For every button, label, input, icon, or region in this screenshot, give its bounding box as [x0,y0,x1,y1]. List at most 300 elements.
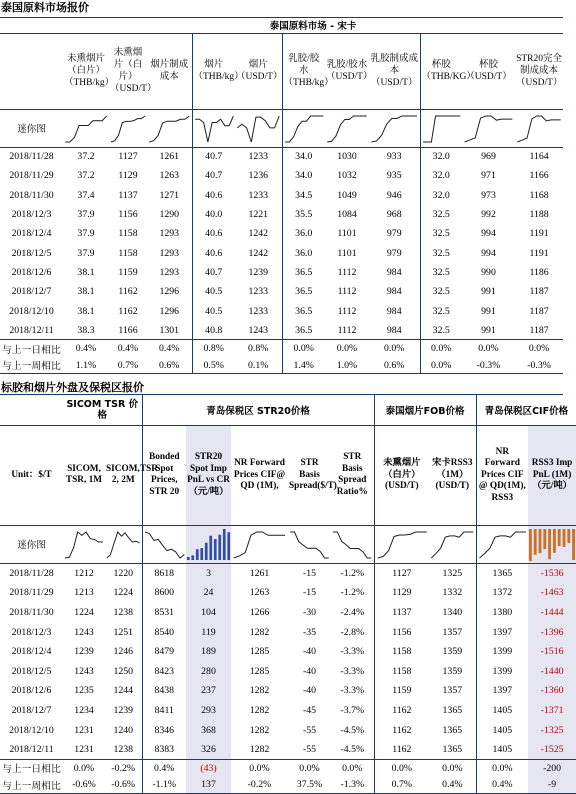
comparison-cell: 1.4% [282,357,325,374]
table-row [0,563,576,583]
table-cell: 1359 [442,665,463,677]
table-cell: 1263 [249,587,270,599]
table-cell: 1162 [374,740,429,760]
table-cell: -3.3% [340,665,365,677]
table-cell: 1233 [248,151,269,163]
sparkline [283,110,326,146]
thai-raw-material-table [0,18,563,374]
table-cell: 969 [481,151,496,163]
table-cell: 32.0 [420,147,462,166]
table-cell: 992 [481,209,496,221]
table-cell: 8438 [142,681,186,701]
spark-line [377,532,426,558]
spark-bar [563,529,566,547]
col-header: SICOM,TSR 2, 2M [105,425,142,525]
table1-band: 泰国原料市场 - 宋卡 [63,18,563,33]
comparison-cell: -0.2% [231,776,288,793]
spark-bar [227,533,230,561]
table-row [0,301,563,320]
table-row [0,720,576,740]
col-header: SICOM, TSR, 1M [63,425,105,525]
comparison-cell: -0.6% [63,776,105,793]
col-header: NR Forward Prices CIF @ QD(1M), RSS3 [476,425,528,525]
table-cell: -40 [302,685,317,697]
spark-bar [558,529,561,546]
table-cell: 36.5 [282,321,325,340]
table-cell: 1221 [248,209,269,221]
table-cell: 8411 [142,701,186,721]
table-cell: 1084 [337,209,357,221]
band-qingdao-str20: 青岛保税区 STR20价格 [142,395,374,425]
sparkline [462,110,515,146]
row-date: 2018/12/4 [11,228,52,240]
comparison-cell: -0.3% [515,357,563,374]
table-cell: 1282 [249,704,270,716]
comparison-cell: 0.0% [369,340,420,357]
table-cell: -4.5% [340,743,365,755]
spark-bar [187,557,190,560]
table-cell: 1365 [476,563,528,583]
comparison-cell: (43) [186,759,231,776]
sparkline-cell [476,525,528,563]
table-cell: 32.5 [420,301,462,320]
table-cell: 1156 [118,209,138,221]
table-cell: 32.5 [420,205,462,224]
table-cell: 32.5 [420,282,462,301]
spark-bar [539,529,542,553]
table-row [0,166,563,185]
row-date: 2018/12/5 [11,247,52,259]
table-cell: 1243 [74,665,94,677]
row-date: 2018/12/5 [11,665,52,677]
table-cell: 1250 [113,665,134,677]
col-header: Bonded Spot Prices, STR 20 [142,425,186,525]
comparison-cell: 137 [186,776,231,793]
spark-line [149,116,189,142]
table-cell: 1234 [74,704,94,716]
table-cell: 1340 [442,606,463,618]
sparkline [231,526,288,562]
table-cell: 990 [481,266,496,278]
row-date: 2018/11/29 [9,587,54,599]
comparison-cell: 0.0% [325,340,369,357]
table-cell: 1242 [248,228,269,240]
table-cell: 1127 [118,151,138,163]
spark-bar [572,529,575,560]
comparison-label: 与上一周相比 [0,357,63,374]
row-date: 2018/12/11 [9,743,54,755]
col-header: STR20完全制成成本（USD/T） [515,33,563,109]
spark-line [65,116,106,142]
table-cell: 280 [186,661,231,681]
sparkline-cell [105,525,142,563]
row-date: 2018/12/7 [11,286,52,298]
table-cell: 1137 [118,189,138,201]
table-cell: 1282 [249,685,270,697]
table-cell: 36.5 [282,282,325,301]
table-cell: -30 [302,606,317,618]
table-cell: 1296 [159,305,180,317]
col-header: 未熏烟片（白片）（THB/kg） [63,33,109,109]
sparkline-cell [231,525,288,563]
table-cell: 1285 [249,665,270,677]
table-cell: 32.5 [420,243,462,262]
table-cell: 1162 [374,720,429,740]
spark-line [285,116,323,142]
table-cell: -1325 [528,720,576,740]
row-date: 2018/12/4 [11,646,52,658]
table-cell: 1236 [248,170,269,182]
comparison-cell: 0.7% [109,357,147,374]
comparison-cell: 0.4% [109,340,147,357]
table-cell: 8600 [142,583,186,603]
table-cell: 32.0 [420,166,462,185]
table-cell: 8618 [142,563,186,583]
table-cell: 1266 [249,606,270,618]
table-cell: 1233 [248,189,269,201]
spark-line [431,532,473,558]
table-cell: 1224 [113,587,134,599]
table-cell: 1397 [476,622,528,642]
comparison-cell: 1.1% [63,357,109,374]
table-cell: 32.5 [420,224,462,243]
table-cell: 1159 [374,681,429,701]
table-cell: 984 [386,266,402,278]
table-cell: 1127 [374,563,429,583]
table-cell: 994 [481,228,496,240]
table-cell: 8531 [142,603,186,623]
spark-line [423,116,460,142]
table-cell: 1244 [113,685,134,697]
sparkline [105,526,142,562]
table-cell: 35.5 [282,205,325,224]
table-row [0,622,576,642]
table-cell: 3 [186,563,231,583]
table-cell: 32.0 [420,186,462,205]
sparkline [63,526,105,562]
comparison-cell: 1.0% [325,357,369,374]
table-cell: 40.0 [192,205,235,224]
row-date: 2018/12/6 [11,685,52,697]
table-cell: 37.2 [77,170,95,182]
col-header: NR Forward Prices CIF@ QD (1M), [231,425,288,525]
spark-bar [553,529,556,553]
row-date: 2018/12/10 [9,305,54,317]
table-cell: -1.2% [340,568,365,580]
table-cell: 40.6 [192,224,235,243]
spark-line [107,532,140,558]
table-cell: 8540 [142,622,186,642]
table-row [0,147,563,166]
table-cell: -1463 [528,583,576,603]
table-cell: 40.8 [192,321,235,340]
table-row [0,681,576,701]
spark-bar [529,529,532,561]
table-row [0,740,576,760]
spark-line [479,532,525,558]
table-cell: 326 [186,740,231,760]
table-cell: 1243 [248,324,269,336]
table-cell: 40.7 [192,166,235,185]
table-cell: 8383 [142,740,186,760]
table-cell: 1239 [248,266,269,278]
band-thai-rss-fob: 泰国烟片FOB价格 [374,395,476,425]
table-cell: 34.5 [282,186,325,205]
table-cell: 946 [386,189,402,201]
band-sicom: SICOM TSR 价格 [63,395,142,425]
table-cell: -3.3% [340,685,365,697]
table-cell: -1440 [528,661,576,681]
spark-line [465,116,513,142]
table-cell: -15 [302,587,317,599]
sparkline [288,526,331,562]
spark-line [333,532,371,558]
table-cell: 1359 [442,646,463,658]
table-cell: 293 [186,701,231,721]
table-cell: 1191 [529,228,549,240]
table-row [0,583,576,603]
table-cell: 1271 [159,189,180,201]
comparison-row [0,357,563,374]
table-row [0,642,576,662]
table-cell: 1296 [159,286,180,298]
table-cell: 37.9 [77,209,95,221]
col-header: 烟片制成成本 [147,33,192,109]
table-cell: 1293 [159,247,180,259]
table-cell: 1285 [249,646,270,658]
table-cell: 38.1 [77,286,95,298]
bonded-zone-price-table [0,395,576,793]
table2-title: 标胶和烟片外盘及保税区报价 [0,380,563,395]
table-cell: 1168 [529,189,549,201]
table-row [0,186,563,205]
table-cell: 1357 [442,626,463,638]
table-cell: 1112 [337,266,357,278]
sparkline [421,110,463,146]
sparkline [369,110,420,146]
table-cell: 8346 [142,720,186,740]
table-cell: 1158 [118,247,138,259]
table-cell: 991 [481,305,496,317]
table-cell: 1187 [529,305,549,317]
spark-line [237,116,279,142]
table-cell: -2.8% [340,626,365,638]
spark-bar [534,529,537,555]
sparkline [186,526,231,562]
comparison-cell: -1.1% [142,776,186,793]
table-row [0,282,563,301]
sparkline-cell [147,109,192,147]
comparison-label: 与上一日相比 [0,759,63,776]
table-cell: 1162 [374,701,429,721]
comparison-cell: 0.0% [331,759,374,776]
table-cell: 1112 [337,286,357,298]
table-cell: -1360 [528,681,576,701]
table-cell: -1516 [528,642,576,662]
table-cell: -3.7% [340,704,365,716]
comparison-cell: -0.3% [462,357,515,374]
comparison-cell: 0.0% [429,759,476,776]
table-cell: 40.7 [192,147,235,166]
table-cell: 189 [186,642,231,662]
table-cell: 1164 [529,151,549,163]
unit-label: Unit：$/T [0,425,63,525]
table-cell: 1101 [337,228,357,240]
table-cell: 1239 [74,646,94,658]
table-cell: 1293 [159,228,180,240]
spark-line [234,532,285,558]
comparison-label: 与上一周相比 [0,776,63,793]
table-cell: 368 [186,720,231,740]
table-cell: 1282 [249,724,270,736]
table-cell: 38.1 [77,266,95,278]
spark-bar [543,529,546,549]
comparison-cell: 0.1% [235,357,282,374]
col-header: STR Basis Spread($/T) [288,425,331,525]
table-row [0,263,563,282]
table-cell: -1.2% [340,587,365,599]
col-header: 未熏烟片（白片）（USD/T） [109,33,147,109]
table-cell: 1186 [529,266,549,278]
sparkline-cell [186,525,231,563]
table-cell: 1380 [476,603,528,623]
table-cell: 1137 [374,603,429,623]
col-header: 杯胶（USD/T） [462,33,515,109]
comparison-cell: 0.0% [288,759,331,776]
spark-bar [567,529,570,543]
col-header: 未熏烟片（白片）(USD/T) [374,425,429,525]
table-cell: 1112 [337,324,357,336]
comparison-cell: 0.0% [476,759,528,776]
comparison-cell: 0.4% [147,340,192,357]
table-cell: 1301 [159,324,180,336]
comparison-cell: -9 [528,776,576,793]
table-cell: -4.5% [340,724,365,736]
table-cell: 36.5 [282,301,325,320]
spark-line [372,116,417,142]
table-cell: -45 [302,704,317,716]
table-cell: 37.9 [77,247,95,259]
table-cell: 1212 [74,568,94,580]
col-header: 宋卡RSS3（1M）(USD/T) [429,425,476,525]
spark-bar [214,540,217,561]
col-header: 乳胶/胶水（THB/kg） [282,33,325,109]
col-header: 烟片（THB/kg） [192,33,235,109]
table-cell: 1032 [337,170,357,182]
spark-line [327,116,367,142]
table-cell: 1365 [442,724,463,736]
sparkline [528,526,576,562]
table-cell: 991 [481,324,496,336]
table-cell: 104 [186,603,231,623]
table-cell: 1282 [249,626,270,638]
spark-bar [191,556,194,561]
sparkline-cell [369,109,420,147]
table-cell: 1332 [442,587,463,599]
sparkline-cell [235,109,282,147]
table-cell: -3.3% [340,646,365,658]
table-cell: 1191 [529,247,549,259]
table-cell: 1101 [337,247,357,259]
table-cell: 1158 [374,642,429,662]
row-date: 2018/11/29 [9,170,54,182]
table-cell: 237 [186,681,231,701]
comparison-cell: 0.0% [462,340,515,357]
table-cell: 1365 [442,704,463,716]
table-cell: 1162 [118,286,138,298]
comparison-cell: 0.7% [374,776,429,793]
table-cell: 1246 [113,646,134,658]
table-cell: 37.4 [77,189,95,201]
sparkline-cell [288,525,331,563]
sparkline [193,110,236,146]
sparkline-cell [325,109,369,147]
comparison-row [0,776,576,793]
table-cell: 40.7 [192,263,235,282]
table-cell: 38.3 [77,324,95,336]
sparkline [109,110,147,146]
table-cell: 1263 [159,170,180,182]
table-row [0,701,576,721]
row-date: 2018/12/11 [9,324,54,336]
comparison-cell: 0.6% [369,357,420,374]
sparkline-cell [331,525,374,563]
table-cell: 1399 [476,642,528,662]
comparison-cell: 0.8% [235,340,282,357]
sparkline-label: 迷你图 [0,109,63,147]
sparkline [331,526,374,562]
comparison-cell: 0.4% [142,759,186,776]
table-cell: 984 [386,286,402,298]
table-cell: 1372 [476,583,528,603]
comparison-cell: 0.0% [515,340,563,357]
table-cell: 8423 [142,661,186,681]
table-cell: 979 [386,228,402,240]
table-cell: 1158 [374,661,429,681]
sparkline [375,526,430,562]
table-cell: -1444 [528,603,576,623]
band-qingdao-cif: 青岛保税区CIF价格 [476,395,576,425]
table-cell: 1231 [74,743,94,755]
table-cell: 973 [481,189,496,201]
comparison-cell: 0.0% [420,357,462,374]
spark-bar [196,550,199,561]
table-cell: -40 [302,665,317,677]
col-header: STR20 Spot Imp PnL vs CR（元/吨） [186,425,231,525]
table-cell: 1224 [74,606,94,618]
table-cell: 1357 [442,685,463,697]
sparkline [147,110,192,146]
table-row [0,661,576,681]
comparison-cell: -1.3% [331,776,374,793]
comparison-cell: 0.4% [429,776,476,793]
sparkline-cell [282,109,325,147]
table-cell: 984 [386,305,402,317]
row-date: 2018/11/30 [9,606,54,618]
col-header: 杯胶（THB/KG） [420,33,462,109]
table-cell: 1242 [248,247,269,259]
table-cell: 40.6 [192,186,235,205]
table-cell: 1233 [248,286,269,298]
row-date: 2018/12/3 [11,626,52,638]
table-cell: 36.5 [282,263,325,282]
table-cell: -15 [302,568,317,580]
table-cell: 34.0 [282,166,325,185]
comparison-label: 与上一日相比 [0,340,63,357]
table-cell: 1238 [113,606,134,618]
row-date: 2018/11/28 [9,568,54,580]
col-header: STR Basis Spread Ratio% [331,425,374,525]
